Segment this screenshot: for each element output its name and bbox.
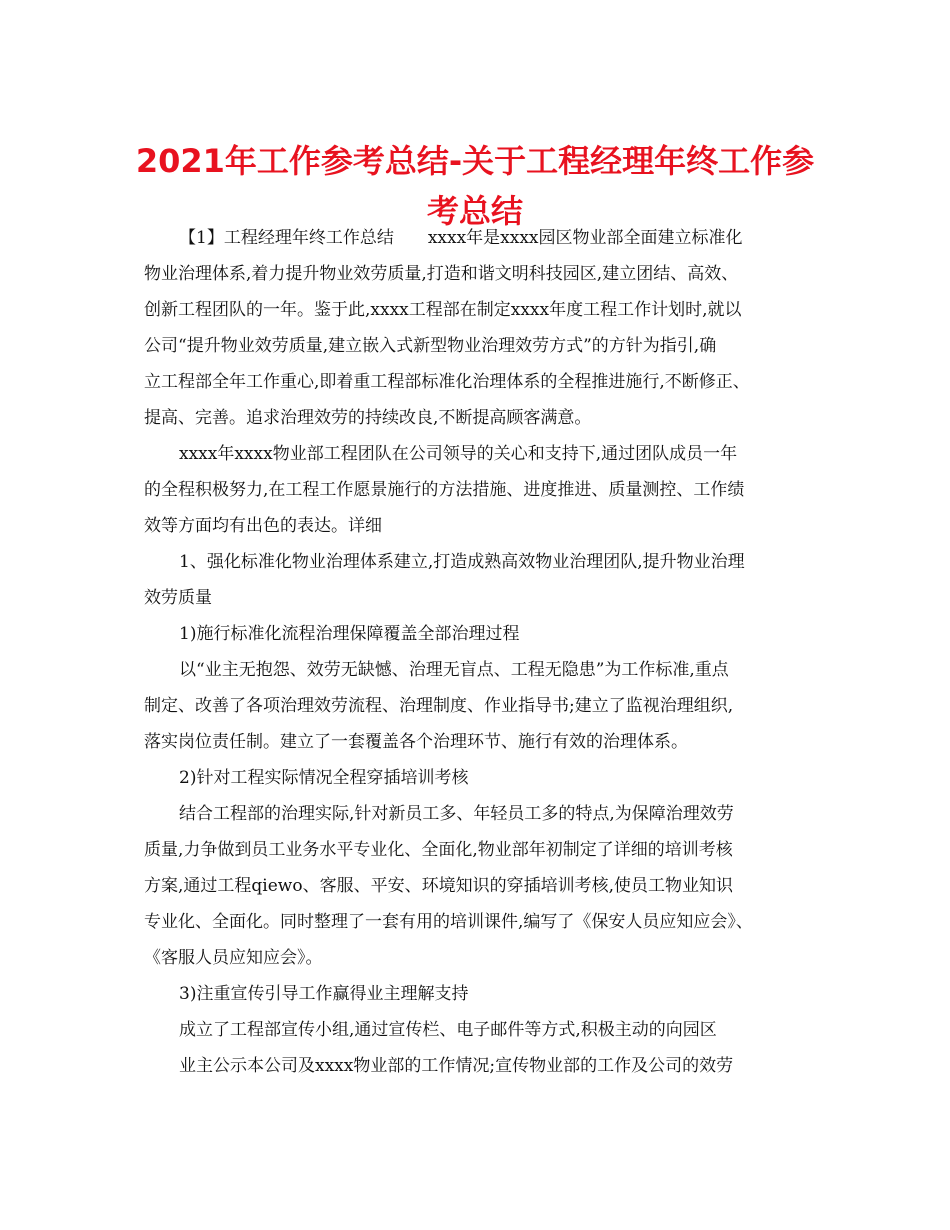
paragraph-line: 落实岗位责任制。建立了一套覆盖各个治理环节、施行有效的治理体系。 <box>144 732 688 752</box>
paragraph-line: 立工程部全年工作重心,即着重工程部标准化治理体系的全程推进施行,不断修正、 <box>144 372 750 392</box>
subsection-heading: 2)针对工程实际情况全程穿插培训考核 <box>179 768 469 788</box>
paragraph-line: 提高、完善。追求治理效劳的持续改良,不断提高顾客满意。 <box>144 408 592 428</box>
paragraph-line: 以“业主无抱怨、效劳无缺憾、治理无盲点、工程无隐患”为工作标准,重点 <box>179 660 729 680</box>
paragraph-line: 【1】工程经理年终工作总结 xxxx年是xxxx园区物业部全面建立标准化 <box>179 228 743 248</box>
section-heading: 效劳质量 <box>144 588 212 608</box>
paragraph-line: 业主公示本公司及xxxx物业部的工作情况;宣传物业部的工作及公司的效劳 <box>179 1056 734 1076</box>
paragraph-line: 制定、改善了各项治理效劳流程、治理制度、作业指导书;建立了监视治理组织, <box>144 696 734 716</box>
title-line-2: 考总结 <box>426 192 523 230</box>
paragraph-line: 成立了工程部宣传小组,通过宣传栏、电子邮件等方式,积极主动的向园区 <box>179 1020 717 1040</box>
paragraph-line: 方案,通过工程qiewo、客服、平安、环境知识的穿插培训考核,使员工物业知识 <box>144 876 733 896</box>
paragraph-line: 结合工程部的治理实际,针对新员工多、年轻员工多的特点,为保障治理效劳 <box>179 804 734 824</box>
paragraph-line: 创新工程团队的一年。鉴于此,xxxx工程部在制定xxxx年度工程工作计划时,就以 <box>144 300 742 320</box>
subsection-heading: 1)施行标准化流程治理保障覆盖全部治理过程 <box>179 624 520 644</box>
section-heading: 1、强化标准化物业治理体系建立,打造成熟高效物业治理团队,提升物业治理 <box>179 552 745 572</box>
document-body <box>144 220 816 1084</box>
paragraph-line: 专业化、全面化。同时整理了一套有用的培训课件,编写了《保安人员应知应会》、 <box>144 912 753 932</box>
paragraph-line: 物业治理体系,着力提升物业效劳质量,打造和谐文明科技园区,建立团结、高效、 <box>144 264 739 284</box>
paragraph-line: xxxx年xxxx物业部工程团队在公司领导的关心和支持下,通过团队成员一年 <box>179 444 738 464</box>
paragraph-line: 的全程积极努力,在工程工作愿景施行的方法措施、进度推进、质量测控、工作绩 <box>144 480 745 500</box>
paragraph-line: 质量,力争做到员工业务水平专业化、全面化,物业部年初制定了详细的培训考核 <box>144 840 733 860</box>
title-line-1: 2021年工作参考总结-关于工程经理年终工作参 <box>135 142 815 180</box>
paragraph-line: 效等方面均有出色的表达。详细 <box>144 516 382 536</box>
paragraph-line: 公司“提升物业效劳质量,建立嵌入式新型物业治理效劳方式”的方针为指引,确 <box>144 336 717 356</box>
subsection-heading: 3)注重宣传引导工作赢得业主理解支持 <box>179 984 469 1004</box>
paragraph-line: 《客服人员应知应会》。 <box>144 948 323 968</box>
